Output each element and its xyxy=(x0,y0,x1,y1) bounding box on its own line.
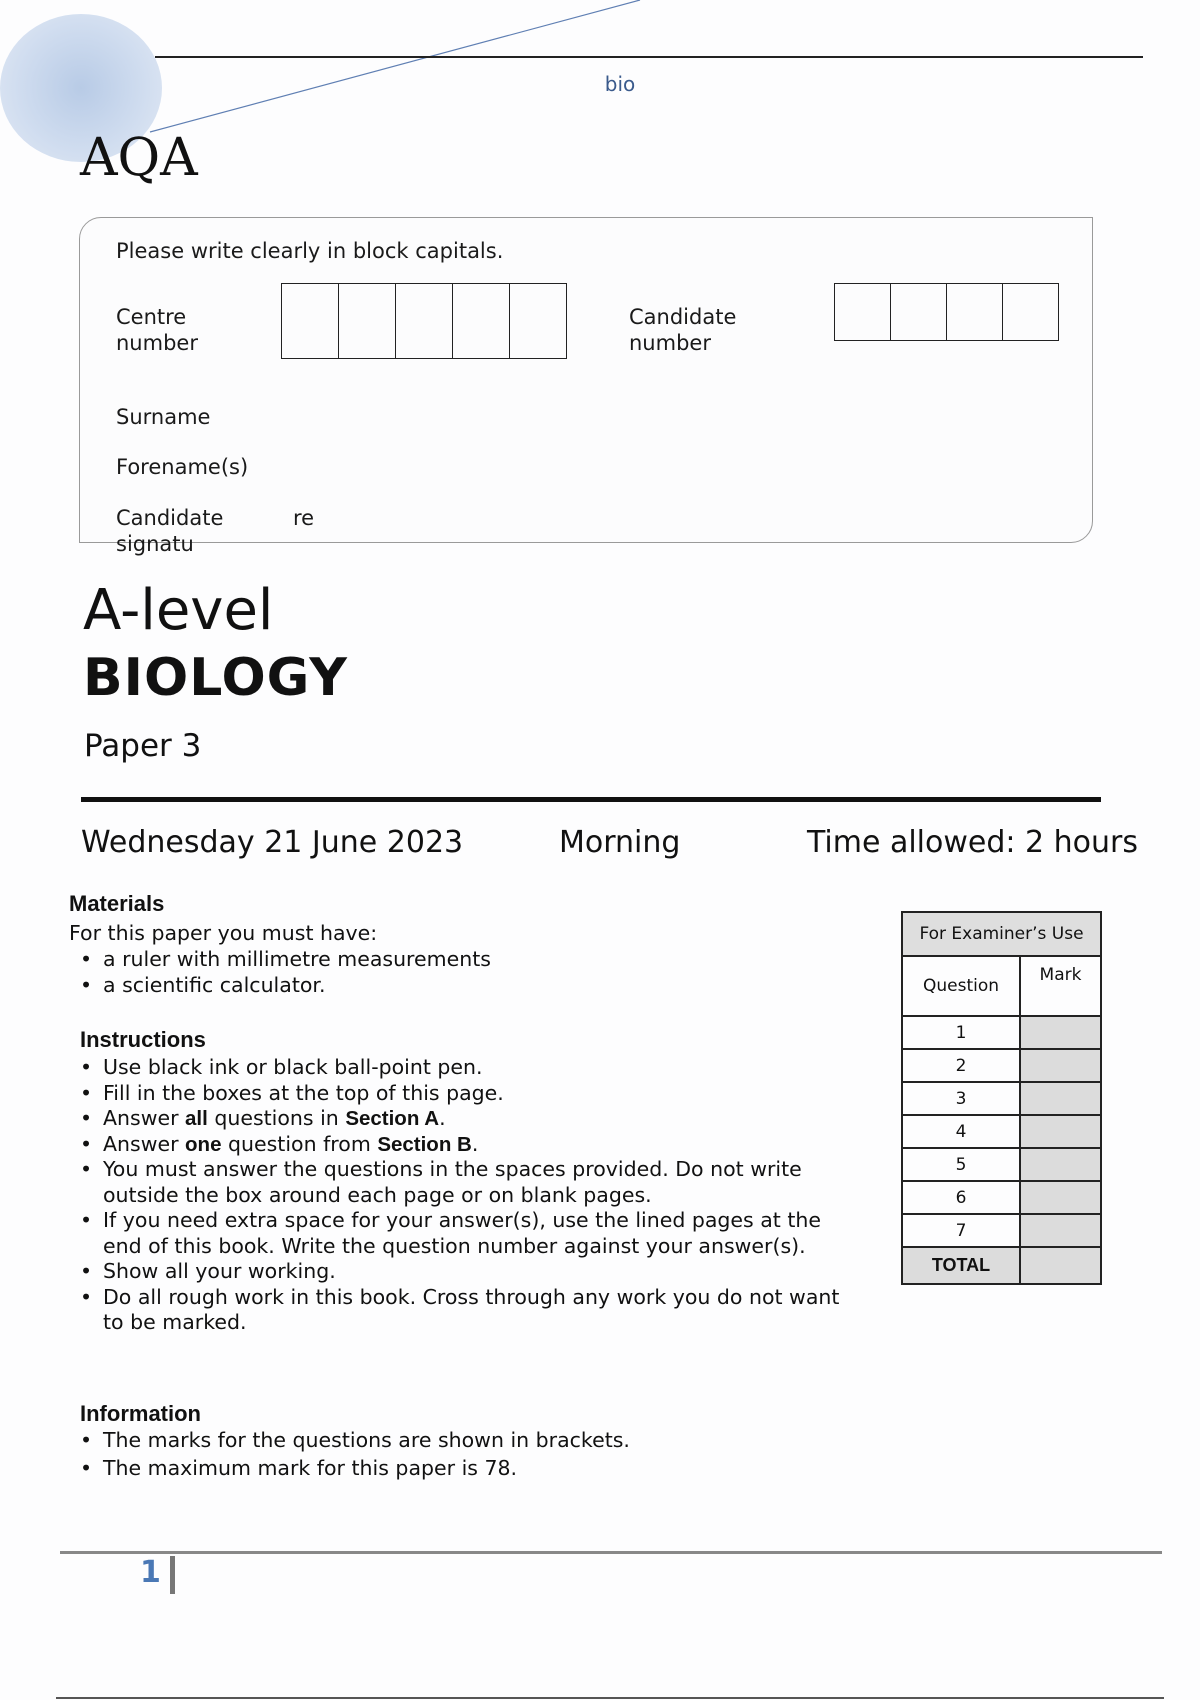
block-capitals-instruction: Please write clearly in block capitals. xyxy=(116,239,504,263)
list-item: • If you need extra space for your answer(s), use the lined pages at the end of this book. Write the question number against your answer(s). xyxy=(80,1208,843,1259)
forenames-label: Forename(s) xyxy=(116,455,249,479)
centre-number-label: Centre number xyxy=(116,305,198,355)
exam-session: Morning xyxy=(559,825,681,860)
forenames-field[interactable] xyxy=(260,448,1070,484)
mark-cell[interactable] xyxy=(1020,1181,1101,1214)
information-list xyxy=(80,1428,630,1481)
list-item: • Answer all questions in Section A. xyxy=(80,1106,880,1132)
list-item: • Do all rough work in this book. Cross through any work you do not want to be marked. xyxy=(80,1285,843,1336)
list-item: • The maximum mark for this paper is 78. xyxy=(80,1456,630,1482)
surname-label: Surname xyxy=(116,405,211,429)
candidate-number-box[interactable] xyxy=(947,284,1003,340)
candidate-details-box xyxy=(79,217,1093,543)
list-item: • Fill in the boxes at the top of this page. xyxy=(80,1081,880,1107)
question-number: 1 xyxy=(902,1016,1020,1049)
question-number: 4 xyxy=(902,1115,1020,1148)
table-row xyxy=(902,1049,1101,1082)
examiner-table-title: For Examiner’s Use xyxy=(902,912,1101,956)
table-row xyxy=(902,1181,1101,1214)
materials-heading: Materials xyxy=(69,891,165,916)
list-item: • a ruler with millimetre measurements xyxy=(80,947,491,973)
instructions-heading: Instructions xyxy=(80,1027,206,1052)
candidate-number-label: Candidate number xyxy=(629,305,737,355)
centre-number-boxes xyxy=(281,283,567,359)
logo-decorative-line xyxy=(0,0,700,140)
surname-field[interactable] xyxy=(230,398,1070,434)
list-item: • The marks for the questions are shown in brackets. xyxy=(80,1428,630,1454)
title-divider xyxy=(81,797,1101,802)
mark-cell[interactable] xyxy=(1020,1082,1101,1115)
list-item: • Answer one question from Section B. xyxy=(80,1132,880,1158)
information-heading: Information xyxy=(80,1401,201,1426)
header-tag: bio xyxy=(604,72,636,96)
table-row xyxy=(902,1148,1101,1181)
mark-cell[interactable] xyxy=(1020,1148,1101,1181)
aqa-logo: AQA xyxy=(80,128,198,188)
question-number: 7 xyxy=(902,1214,1020,1247)
centre-number-box[interactable] xyxy=(396,284,453,358)
instructions-list xyxy=(80,1055,880,1336)
mark-cell[interactable] xyxy=(1020,1016,1101,1049)
qualification-level: A-level xyxy=(83,578,274,643)
mark-cell[interactable] xyxy=(1020,1214,1101,1247)
list-item: • Use black ink or black ball-point pen. xyxy=(80,1055,880,1081)
mark-cell[interactable] xyxy=(1020,1049,1101,1082)
candidate-number-box[interactable] xyxy=(835,284,891,340)
examiner-use-table xyxy=(901,911,1102,1285)
subject-title: BIOLOGY xyxy=(83,648,348,708)
centre-number-box[interactable] xyxy=(510,284,566,358)
table-row xyxy=(902,1115,1101,1148)
exam-date: Wednesday 21 June 2023 xyxy=(81,825,464,860)
candidate-number-box[interactable] xyxy=(1003,284,1058,340)
list-item: • Show all your working. xyxy=(80,1259,880,1285)
centre-number-box[interactable] xyxy=(282,284,339,358)
question-number: 3 xyxy=(902,1082,1020,1115)
list-item: • You must answer the questions in the spaces provided. Do not write outside the box around each page or on blank pages. xyxy=(80,1157,880,1208)
table-row xyxy=(902,1016,1101,1049)
centre-number-box[interactable] xyxy=(453,284,510,358)
header-rule xyxy=(155,56,1143,58)
materials-list xyxy=(80,947,491,998)
candidate-number-boxes xyxy=(834,283,1059,341)
materials-intro: For this paper you must have: xyxy=(69,921,378,945)
question-number: 2 xyxy=(902,1049,1020,1082)
total-mark-cell[interactable] xyxy=(1020,1247,1101,1284)
table-row xyxy=(902,1214,1101,1247)
page-number: 1 xyxy=(140,1555,161,1590)
candidate-signature-label-suffix: re xyxy=(293,506,315,530)
candidate-number-box[interactable] xyxy=(891,284,947,340)
question-number: 5 xyxy=(902,1148,1020,1181)
page-number-bar xyxy=(170,1556,175,1594)
bottom-rule xyxy=(56,1697,1164,1699)
mark-cell[interactable] xyxy=(1020,1115,1101,1148)
signature-field[interactable] xyxy=(330,500,1070,536)
total-label: TOTAL xyxy=(902,1247,1020,1284)
centre-number-box[interactable] xyxy=(339,284,396,358)
footer-rule xyxy=(60,1551,1162,1554)
question-column-header: Question xyxy=(902,956,1020,1016)
candidate-signature-label: Candidate signatu xyxy=(116,506,224,556)
question-number: 6 xyxy=(902,1181,1020,1214)
list-item: • a scientific calculator. xyxy=(80,973,491,999)
table-row xyxy=(902,1082,1101,1115)
paper-number: Paper 3 xyxy=(84,728,202,764)
time-allowed: Time allowed: 2 hours xyxy=(807,825,1139,860)
total-row xyxy=(902,1247,1101,1284)
mark-column-header: Mark xyxy=(1020,956,1101,1016)
